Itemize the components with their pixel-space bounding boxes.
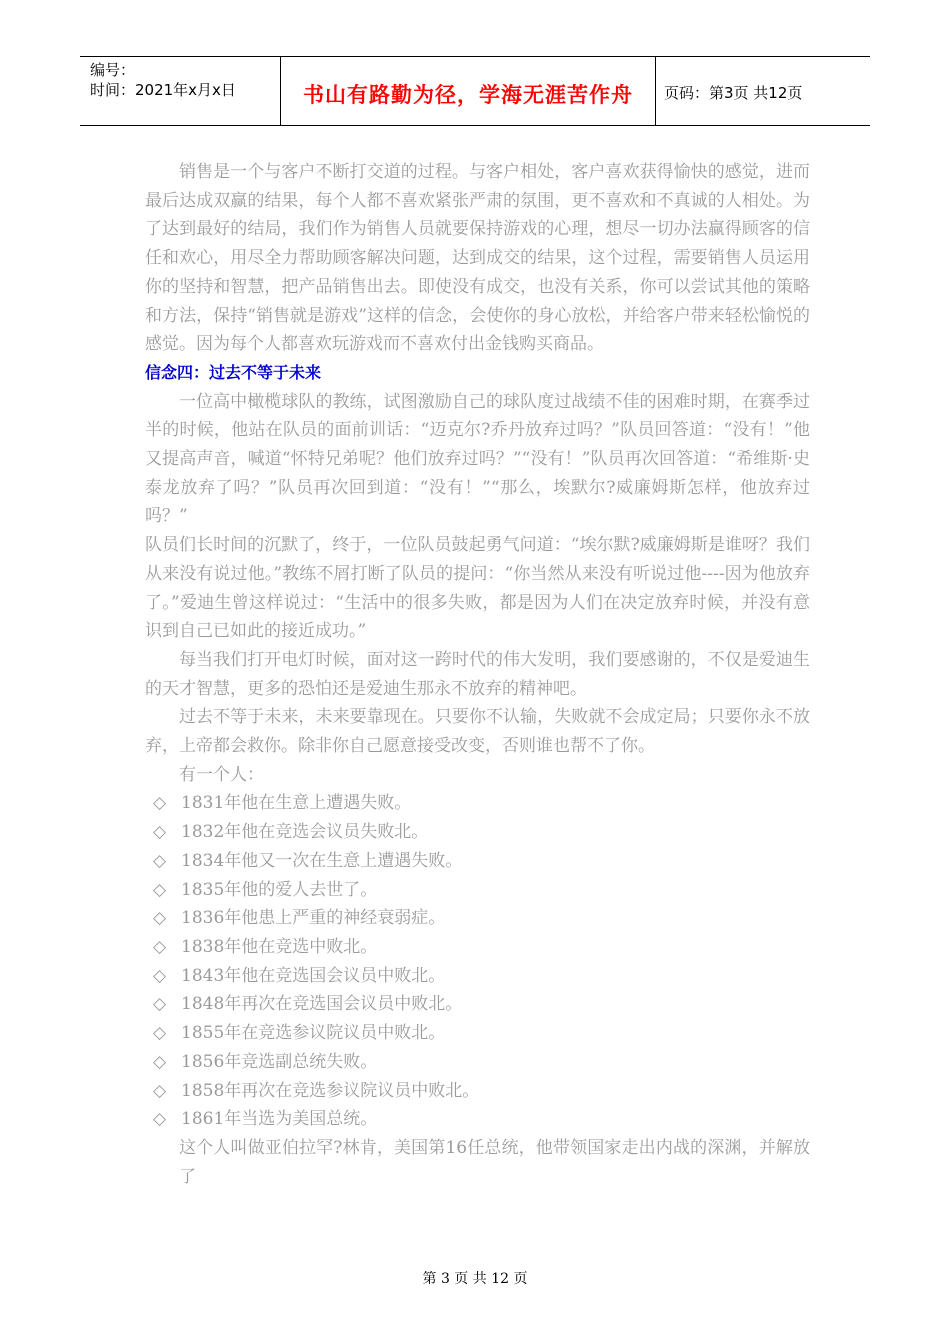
- number-label: 编号：: [90, 61, 136, 79]
- list-item: ◇ 1836年他患上严重的神经衰弱症。: [145, 904, 810, 933]
- list-item: ◇ 1848年再次在竞选国会议员中败北。: [145, 990, 810, 1019]
- diamond-bullet-icon: ◇: [153, 908, 167, 929]
- date-label: 时间：2021年x月x日: [90, 81, 236, 99]
- section-heading: 信念四：过去不等于未来: [145, 362, 322, 382]
- list-item: ◇ 1835年他的爱人去世了。: [145, 876, 810, 905]
- page-info: 页码：第3页 共12页: [664, 84, 803, 102]
- diamond-bullet-icon: ◇: [153, 793, 167, 814]
- paragraph-closing: 这个人叫做亚伯拉罕?林肯，美国第16任总统，他带领国家走出内战的深渊，并解放了: [179, 1137, 810, 1187]
- list-item: ◇ 1832年他在竞选会议员失败北。: [145, 818, 810, 847]
- list-item: ◇ 1838年他在竞选中败北。: [145, 933, 810, 962]
- list-item: ◇ 1858年再次在竞选参议院议员中败北。: [145, 1077, 810, 1106]
- list-item: ◇ 1855年在竞选参议院议员中败北。: [145, 1019, 810, 1048]
- document-header: [80, 56, 870, 126]
- motto-text: 书山有路勤为径，学海无涯苦作舟: [303, 83, 633, 107]
- timeline-list: [145, 789, 810, 1133]
- diamond-bullet-icon: ◇: [153, 822, 167, 843]
- paragraph-sales: 销售是一个与客户不断打交道的过程。与客户相处，客户喜欢获得愉快的感觉，进而最后达成双赢的结果，每个人都不喜欢紧张严肃的氛围，更不喜欢和不真诚的人相处。为了达到最好的结局，我们作为销售人员就要保持游戏的心理，想尽一切办法赢得顾客的信任和欢心，用尽全力帮助顾客解决问题，达到成交的结果，这个过程，需要销售人员运用你的坚持和智慧，把产品销售出去。即使没有成交，也没有关系，你可以尝试其他的策略和方法，保持“销售就是游戏”这样的信念，会使你的身心放松，并给客户带来轻松愉悦的感觉。因为每个人都喜欢玩游戏而不喜欢付出金钱购买商品。: [145, 162, 810, 355]
- paragraph-story-4: 过去不等于未来，未来要靠现在。只要你不认输，失败就不会成定局；只要你永不放弃，上帝都会救你。除非你自己愿意接受改变，否则谁也帮不了你。: [145, 707, 810, 757]
- paragraph-story-5: 有一个人：: [179, 764, 264, 785]
- header-meta: [80, 57, 280, 125]
- list-item: ◇ 1834年他又一次在生意上遭遇失败。: [145, 847, 810, 876]
- list-item: ◇ 1831年他在生意上遭遇失败。: [145, 789, 810, 818]
- diamond-bullet-icon: ◇: [153, 879, 167, 900]
- diamond-bullet-icon: ◇: [153, 1051, 167, 1072]
- diamond-bullet-icon: ◇: [153, 1080, 167, 1101]
- diamond-bullet-icon: ◇: [153, 965, 167, 986]
- list-item: ◇ 1856年竞选副总统失败。: [145, 1048, 810, 1077]
- diamond-bullet-icon: ◇: [153, 994, 167, 1015]
- diamond-bullet-icon: ◇: [153, 850, 167, 871]
- document-body: [145, 158, 810, 1191]
- diamond-bullet-icon: ◇: [153, 1109, 167, 1130]
- diamond-bullet-icon: ◇: [153, 936, 167, 957]
- header-motto-cell: [280, 57, 656, 125]
- diamond-bullet-icon: ◇: [153, 1023, 167, 1044]
- page-footer: 第 3 页 共 12 页: [422, 1271, 528, 1287]
- paragraph-story-1: 一位高中橄榄球队的教练，试图激励自己的球队度过战绩不佳的困难时期，在赛季过半的时候，他站在队员的面前训话：“迈克尔?乔丹放弃过吗？”队员回答道：“没有！”他又提高声音，喊道“怀特兄弟呢？他们放弃过吗？”“没有！”队员再次回答道：“希维斯·史泰龙放弃了吗？”队员再次回到道：“没有！”“那么，埃默尔?威廉姆斯怎样，他放弃过吗？”: [145, 391, 810, 527]
- list-item: ◇ 1843年他在竞选国会议员中败北。: [145, 962, 810, 991]
- paragraph-story-3: 每当我们打开电灯时候，面对这一跨时代的伟大发明，我们要感谢的，不仅是爱迪生的天才智慧，更多的恐怕还是爱迪生那永不放弃的精神吧。: [145, 649, 810, 699]
- list-item: ◇ 1861年当选为美国总统。: [145, 1105, 810, 1134]
- paragraph-story-2: 队员们长时间的沉默了，终于，一位队员鼓起勇气问道：“埃尔默?威廉姆斯是谁呀？我们从来没有说过他。”教练不屑打断了队员的提问：“你当然从来没有听说过他----因为他放弃了。”爱迪生曾这样说过：“生活中的很多失败，都是因为人们在决定放弃时候，并没有意识到自己已如此的接近成功。”: [145, 535, 810, 642]
- header-page-cell: [654, 57, 870, 125]
